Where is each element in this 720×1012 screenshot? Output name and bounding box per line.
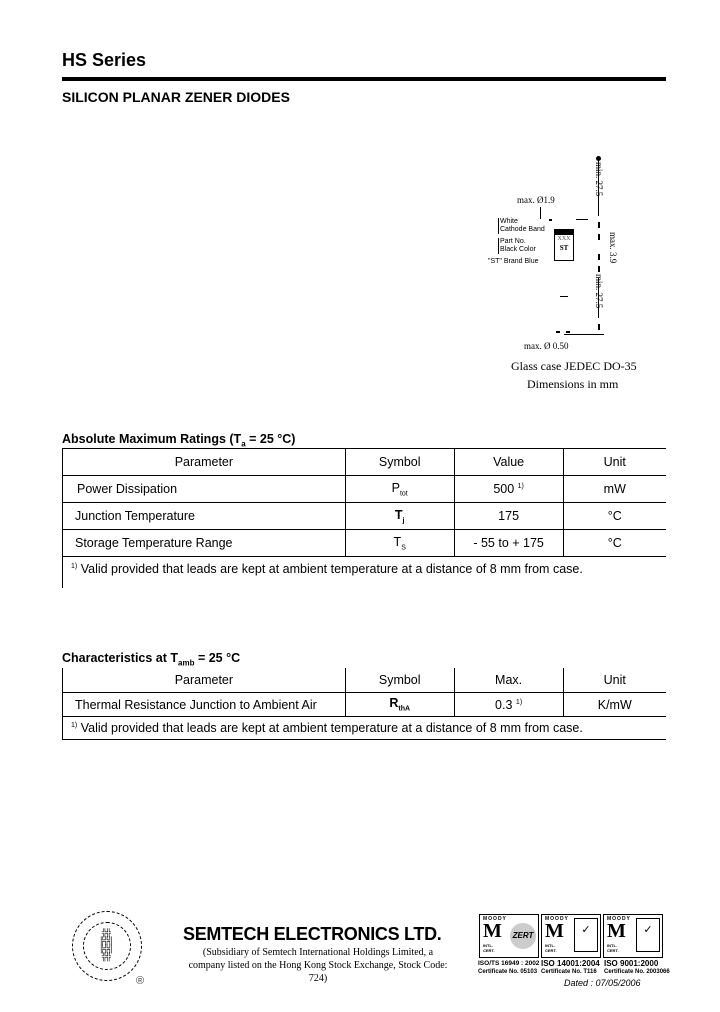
header-value: Value (454, 449, 563, 476)
cert-number: Certificate No. 2003066 (604, 969, 670, 975)
lead-length-top-label: min. 27.5 (594, 162, 604, 197)
case-label: Glass case JEDEC DO-35 (511, 359, 637, 373)
company-subtitle: (Subsidiary of Semtech International Holdings Limited, a company listed on the Hong Kong Stock Exchange, Stock Code: 724) (188, 947, 448, 984)
footnote-text: Valid provided that leads are kept at ambient temperature at a distance of 8 mm from case. (77, 721, 583, 735)
cert-badge-iso9001 (603, 914, 663, 958)
dimensions-unit-label: Dimensions in mm (527, 377, 619, 391)
cert-number: Certificate No. T116 (541, 969, 597, 975)
footnote-row (63, 717, 667, 740)
lead-dia-mark (566, 331, 570, 333)
value-cell (454, 693, 563, 717)
brand-label: "ST" Brand Blue (488, 258, 539, 265)
diode-body (554, 229, 574, 261)
symbol-sub: j (402, 517, 405, 525)
title-divider (62, 77, 666, 81)
company-name: SEMTECH ELECTRONICS LTD. (183, 924, 442, 944)
header-unit: Unit (563, 668, 666, 693)
registered-mark: ® (136, 975, 145, 987)
footnote-cell (63, 557, 667, 589)
footnote-mark: 1) (71, 563, 78, 570)
document-subtitle: SILICON PLANAR ZENER DIODES (62, 89, 290, 105)
symbol-cell (345, 503, 454, 530)
abs-max-title-prefix: Absolute Maximum Ratings (T (62, 432, 242, 446)
param-cell: Junction Temperature (63, 503, 346, 530)
footnote-ref: 1) (515, 698, 523, 706)
table-row (63, 503, 667, 530)
cert-badge-ts16949 (479, 914, 539, 958)
param-cell: Thermal Resistance Junction to Ambient Air (63, 693, 346, 717)
part-number-line-2: Black Color (500, 246, 536, 253)
table-header-row (63, 668, 667, 693)
cathode-band-line-2: Cathode Band (500, 226, 545, 233)
lead-length-bottom-label: min. 27.5 (594, 274, 604, 309)
checkmark-icon: ✓ (636, 918, 660, 952)
cert-label-iso9001 (604, 959, 670, 977)
cathode-band-label (498, 218, 545, 234)
symbol-text: P (391, 480, 400, 495)
value-cell: 175 (454, 503, 563, 530)
moody-m-icon: M (545, 920, 564, 942)
cathode-band-line-1: White (500, 218, 518, 225)
package-diagram (480, 150, 680, 400)
characteristics-title (62, 651, 240, 668)
abs-max-table (62, 448, 666, 588)
unit-cell: K/mW (563, 693, 666, 717)
body-diameter-label: max. Ø1.9 (517, 195, 555, 205)
moody-m-icon: M (607, 920, 626, 942)
dash-mark (598, 222, 600, 228)
moody-label: MOODY (545, 916, 569, 922)
body-brand: ST (559, 244, 569, 252)
symbol-cell (345, 476, 454, 503)
moody-m-icon: M (483, 920, 502, 942)
lead-dia-mark (556, 331, 560, 333)
symbol-sub: thA (398, 705, 411, 713)
lead-mark (560, 296, 568, 297)
dash-mark (598, 324, 600, 330)
footnote-text: Valid provided that leads are kept at ambient temperature at a distance of 8 mm from case. (77, 562, 583, 576)
cert-subtext: INTL. CERT. (607, 943, 619, 953)
symbol-text: R (389, 696, 399, 711)
moody-label: MOODY (607, 916, 631, 922)
value-cell: - 55 to + 175 (454, 530, 563, 557)
header-unit: Unit (563, 449, 666, 476)
value-cell (454, 476, 563, 503)
header-symbol: Symbol (345, 449, 454, 476)
unit-cell: °C (563, 530, 666, 557)
symbol-text: T (394, 507, 403, 522)
symbol-sub: tot (399, 490, 408, 498)
char-title-suffix: = 25 °C (194, 651, 241, 665)
symbol-cell (345, 693, 454, 717)
checkmark-icon: ✓ (574, 918, 598, 952)
cert-standard: ISO 14001:2004 (541, 959, 600, 968)
cert-label-iso14001 (541, 959, 600, 977)
abs-max-title-sub: a (241, 439, 246, 449)
footnote-cell (63, 717, 667, 740)
param-cell: Power Dissipation (63, 476, 346, 503)
table-header-row (63, 449, 667, 476)
footnote-mark: 1) (71, 722, 78, 729)
arrow-head-icon (596, 156, 601, 161)
cert-standard: ISO 9001:2000 (604, 959, 659, 968)
header-symbol: Symbol (345, 668, 454, 693)
table-row (63, 476, 667, 503)
table-row (63, 693, 667, 717)
abs-max-title-suffix: = 25 °C) (245, 432, 296, 446)
cert-number: Certificate No. 05103 (478, 969, 538, 975)
zert-icon: ZERT (510, 923, 536, 949)
abs-max-title (62, 432, 295, 449)
lead-diameter-label: max. Ø 0.50 (524, 341, 569, 351)
value-text: 0.3 (495, 697, 513, 712)
characteristics-table (62, 668, 666, 740)
header-parameter: Parameter (63, 449, 346, 476)
value-text: 500 (493, 482, 515, 496)
char-title-sub: amb (178, 658, 195, 668)
dot-mark (549, 219, 552, 221)
symbol-text: T (393, 534, 402, 549)
dash-mark (598, 266, 600, 272)
symbol-cell (345, 530, 454, 557)
cert-standard: ISO/TS 16949 : 2002 (478, 960, 540, 967)
body-code: XXX (557, 236, 571, 242)
document-date: Dated : 07/05/2006 (564, 978, 641, 988)
char-title-prefix: Characteristics at T (62, 651, 179, 665)
cert-badge-iso14001 (541, 914, 601, 958)
dash-mark (598, 234, 600, 240)
symbol-sub: S (401, 544, 406, 552)
table-row (63, 530, 667, 557)
cert-subtext: INTL. CERT. (483, 943, 495, 953)
cert-label-ts16949 (478, 959, 539, 977)
dash-mark (598, 254, 600, 260)
footnote-row (63, 557, 667, 589)
company-logo-icon: ╬╬ ╠╬╣ ╠╬╣ ╬╬ (99, 929, 113, 962)
header-max: Max. (454, 668, 563, 693)
body-length-label: max. 3.9 (608, 232, 618, 264)
unit-cell: mW (563, 476, 666, 503)
footnote-ref: 1) (517, 483, 524, 490)
param-cell: Storage Temperature Range (63, 530, 346, 557)
cert-subtext: INTL. CERT. (545, 943, 557, 953)
header-parameter: Parameter (63, 668, 346, 693)
arrow-line (576, 219, 588, 220)
series-title: HS Series (62, 50, 147, 70)
part-number-label (498, 238, 536, 254)
part-number-line-1: Part No. (500, 238, 526, 245)
unit-cell: °C (563, 503, 666, 530)
moody-label: MOODY (483, 916, 507, 922)
baseline-tick (564, 334, 604, 335)
